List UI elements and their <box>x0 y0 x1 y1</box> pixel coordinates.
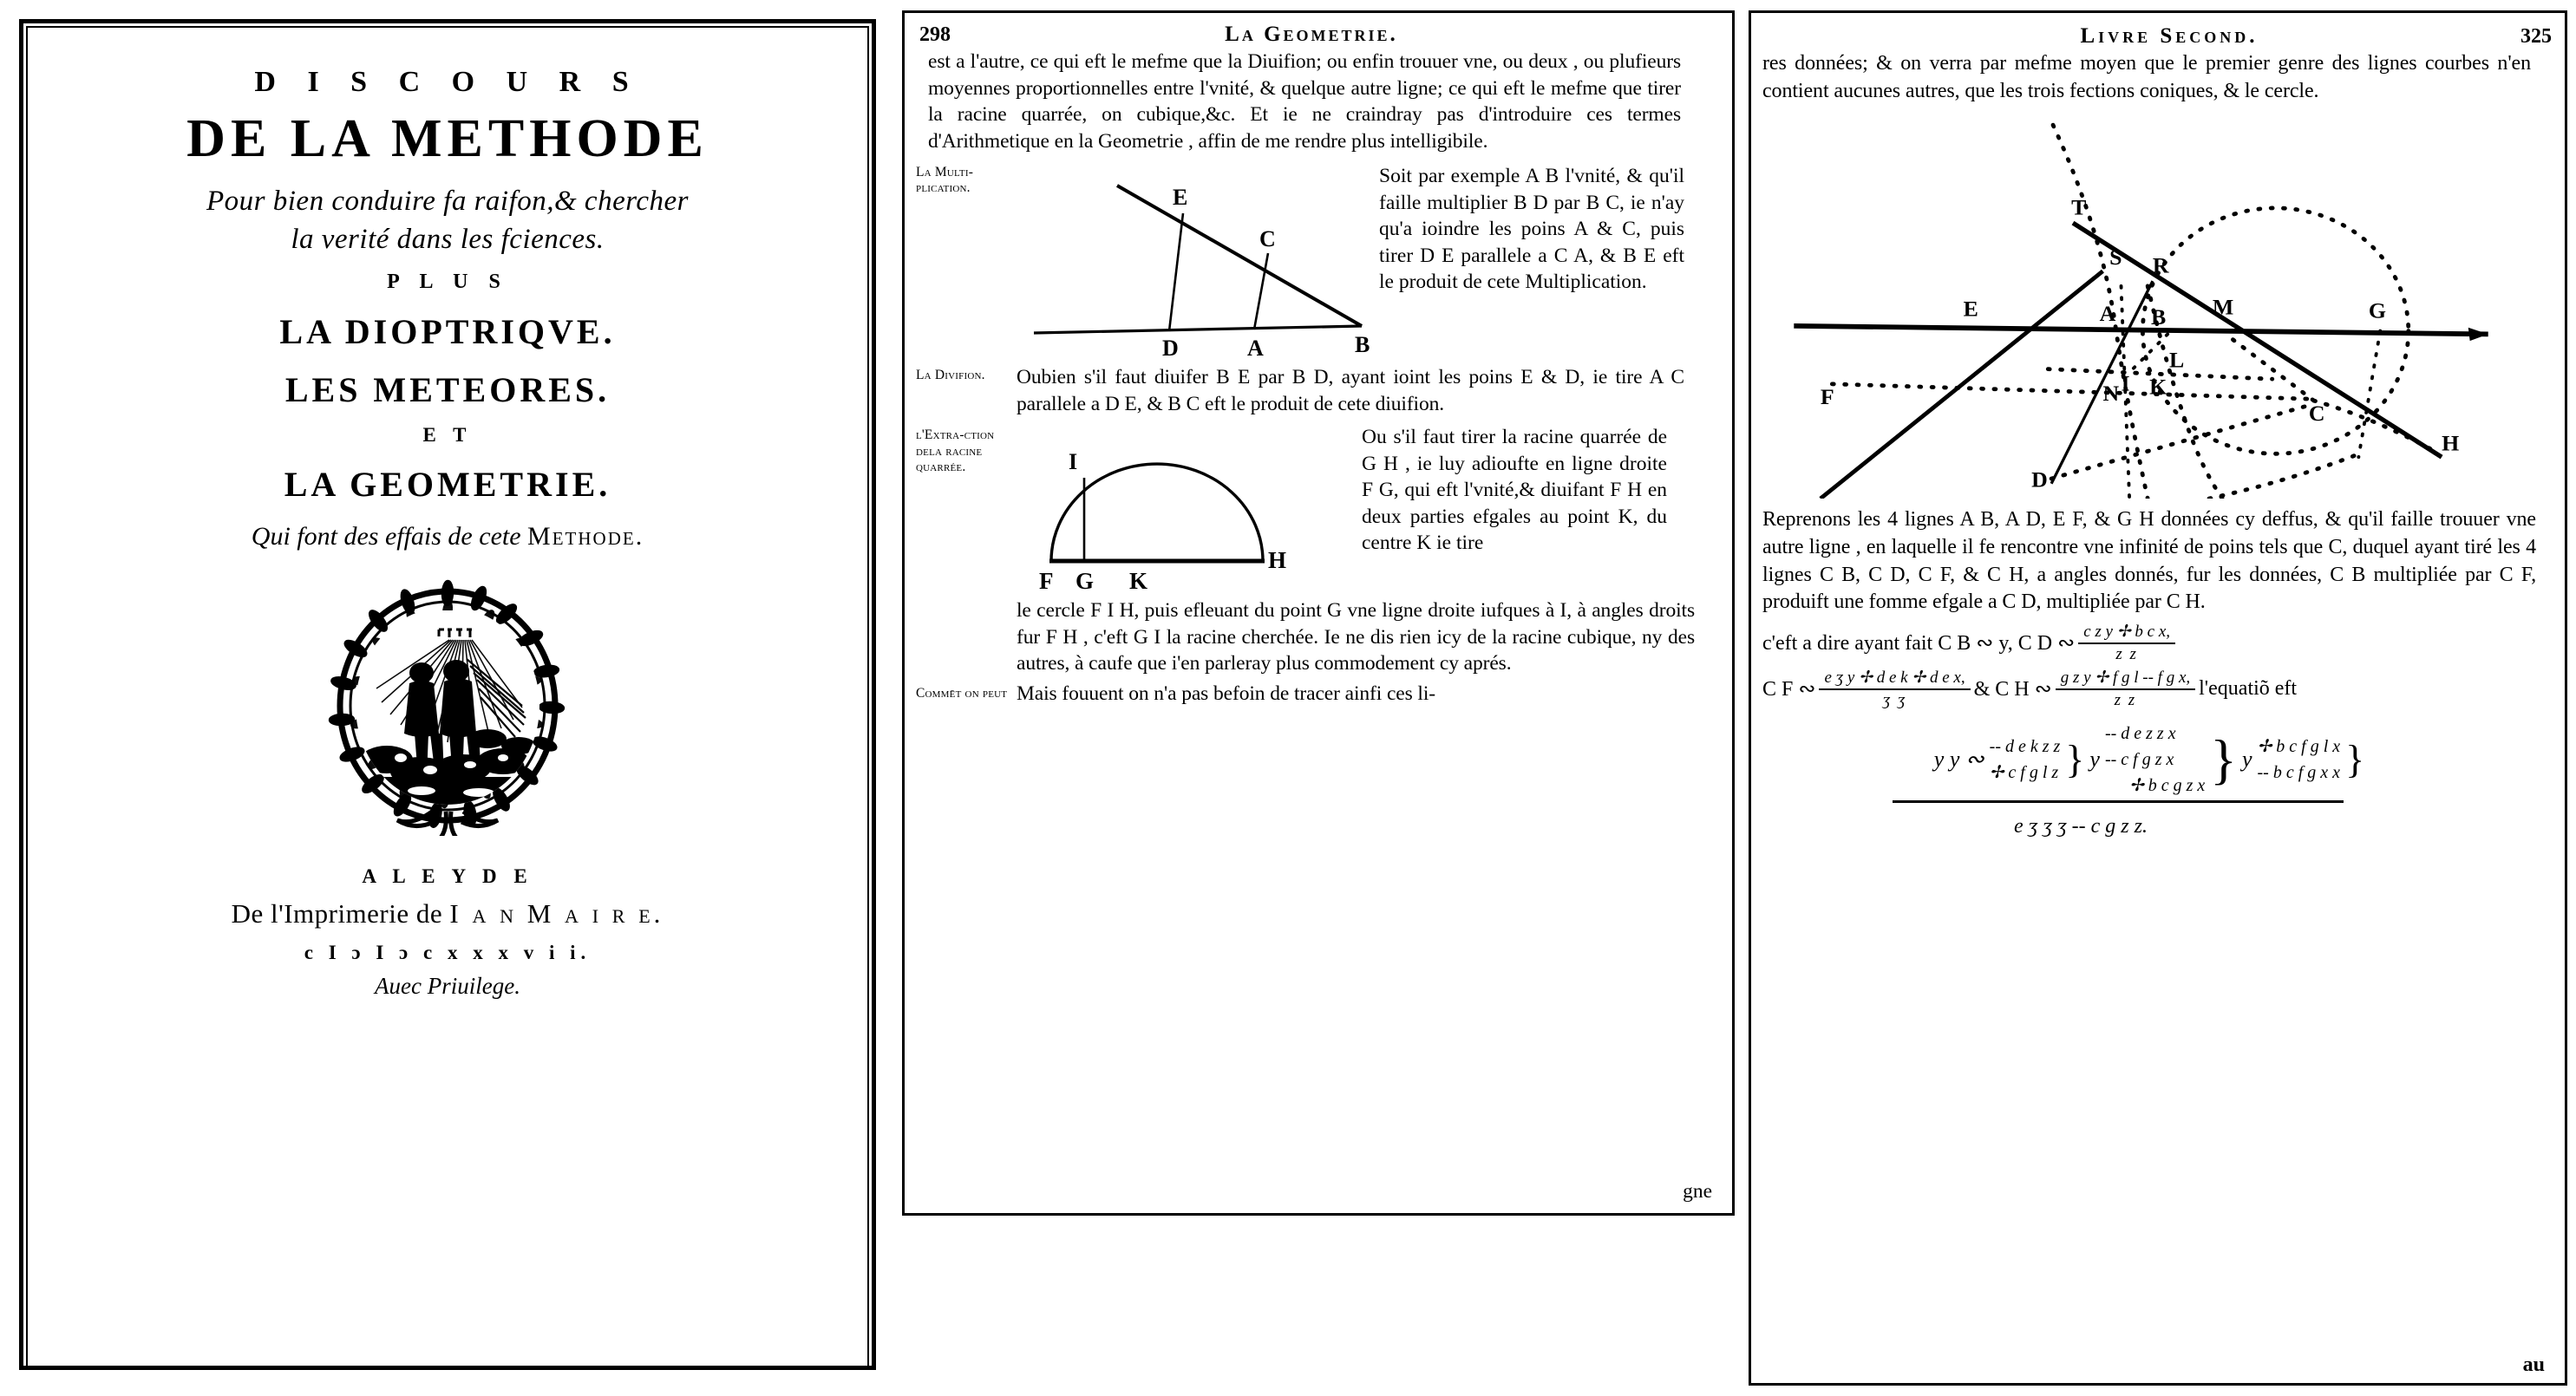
page-325-content <box>1762 19 2555 1379</box>
page-325-equation-denominator: e ʒ ʒ ʒ -- c g z z. <box>2014 815 2148 838</box>
imprint-printer-name: I a n M a i r e. <box>449 898 664 930</box>
svg-text:F: F <box>1039 568 1054 595</box>
svg-text:H: H <box>2442 430 2460 456</box>
page-325-brace-3: } <box>2345 736 2365 781</box>
svg-text:H: H <box>1268 547 1287 574</box>
page-298-running-head <box>914 19 1724 49</box>
page-325-catchword: au <box>2522 1354 2545 1376</box>
svg-text:T: T <box>2071 194 2087 220</box>
title-page-panel <box>7 10 888 1386</box>
page-298-margin-extraction: l'Extra-ction dela racine quarrée. <box>916 427 995 474</box>
title-main: DE LA METHODE <box>186 109 709 168</box>
page-325-eq-y1: y <box>2089 747 2100 773</box>
page-298-content <box>914 19 1724 1207</box>
page-325-running-title: Livre Second. <box>2080 24 2259 48</box>
page-325-paragraph-top: res données; & on verra par mefme moyen que le premier genre des lignes courbes n'en contient aucunes autres, que les trois fections coniques, & le cercle. <box>1762 52 2531 102</box>
figure-conic-construction <box>1762 108 2555 503</box>
page-325-fraction-ch <box>2056 668 2195 710</box>
page-325-eq-col2-bot2: ✢ b c g z x <box>2128 776 2206 796</box>
title-imprint <box>47 865 848 1000</box>
page-325-running-head <box>1762 19 2555 50</box>
page-325-eq-yy: y y ∾ <box>1933 747 1984 773</box>
printers-device-laurel-wreath-icon <box>317 576 578 836</box>
page-325-eq-column-1 <box>1990 734 2061 786</box>
page-325-label-cf: C F ∾ <box>1762 678 1816 701</box>
page-325-eq-col3-bot: -- b c f g x x <box>2257 763 2341 783</box>
svg-text:M: M <box>2212 294 2234 320</box>
page-325-paragraph-main: Reprenons les 4 lignes A B, A D, E F, & G H données cy deffus, & qu'il faille trouuer vne autre ligne , en laquelle il fe rencontre vne infinité de poins tels que C, duquel ayant tiré les 4 lignes C B, C D, C F, & C H, a angles donnés, fur les données, C B multipliée par C F, produift une fomme efgale a C D, multipliée par C H. <box>1762 508 2536 614</box>
page-298-paragraph-last: Mais fouuent on n'a pas befoin de tracer ainfi ces li- <box>1017 682 1436 705</box>
svg-text:K: K <box>1129 568 1148 595</box>
title-work-dioptrique: LA DIOPTRIQVE. <box>279 312 616 352</box>
title-work-geometrie: LA GEOMETRIE. <box>284 465 611 505</box>
page-325-eq-col1-top: -- d e k z z <box>1989 737 2061 757</box>
page-325-fraction-ch-den: z z <box>2114 691 2137 710</box>
title-subtitle-line1: Pour bien conduire fa raifon,& chercher <box>206 186 689 218</box>
page-325-fraction-cf-num: e ʒ y ✢ d e k ✢ d e x, <box>1819 668 1970 690</box>
title-page-content <box>47 47 848 1353</box>
svg-text:E: E <box>1963 296 1978 322</box>
page-325-equation-rule <box>1893 800 2344 803</box>
imprint-place: A L E Y D E <box>362 865 533 888</box>
page-325-eq-column-2 <box>2105 721 2205 799</box>
svg-text:B: B <box>2151 304 2167 330</box>
imprint-privilege: Auec Priuilege. <box>375 973 520 1000</box>
svg-text:E: E <box>1173 185 1188 211</box>
svg-text:L: L <box>2169 348 2185 374</box>
svg-text:D: D <box>1162 336 1179 362</box>
imprint-printer <box>47 898 848 930</box>
page-325-fraction-cf-den: ʒ ʒ <box>1882 691 1907 710</box>
page-298-paragraph-root-continued: le cercle F I H, puis efleuant du point G vne ligne droite iufques à I, à angles droits fur F H , c'eft G I la racine cherchée. Ie ne dis rien icy de la racine cubique, ny des autres, à caufe que i'en parleray plus commodement cy aprés. <box>1017 599 1695 675</box>
page-325-equation-cf-ch-row <box>1762 668 2536 710</box>
page-298-running-title: La Geometrie. <box>1225 23 1398 46</box>
page-298-panel <box>902 10 1735 1216</box>
page-298-paragraph-1: est a l'autre, ce qui eft le mefme que la Diuifion; ou enfin trouuer vne, ou deux , ou plufieurs moyennes proportionnelles entre l'vnité, & quelque autre ligne; ce qui eft le mefme que tirer la racine quarrée, on cubique,&c. Et ie ne craindray pas d'introduire ces termes d'Arithmetique en la Geometrie , affin de me rendre plus intelligibile. <box>928 50 1681 153</box>
svg-text:A: A <box>2099 301 2116 327</box>
svg-text:B: B <box>1355 332 1370 358</box>
page-325-fraction-ch-num: g z y ✢ f g l -- f g x, <box>2056 668 2195 690</box>
page-298-paragraph-root: Ou s'il faut tirer la racine quarrée de G H , ie luy adioufte en ligne droite F G, qui eft l'vnité,& diuifant F H en deux parties efgales au point K, du centre K ie tire <box>1362 426 1667 555</box>
title-essais-line <box>47 522 848 551</box>
svg-text:S: S <box>2109 245 2122 271</box>
page-298-folio: 298 <box>919 23 951 46</box>
page-325-eq-y2: y <box>2241 747 2252 773</box>
svg-text:C: C <box>2308 401 2325 427</box>
page-325-panel <box>1749 10 2567 1386</box>
svg-text:A: A <box>1247 336 1264 362</box>
figure-multiplication <box>1015 163 1379 362</box>
svg-text:F: F <box>1820 384 1834 410</box>
svg-text:N: N <box>2102 381 2120 407</box>
page-325-label-ch: & C H ∾ <box>1973 678 2052 701</box>
imprint-printer-text: De l'Imprimerie de <box>231 898 450 930</box>
svg-text:G: G <box>2368 297 2386 323</box>
page-325-fraction-cf <box>1819 668 1970 710</box>
page-325-eq-col1-bot: ✢ c f g l z <box>1989 763 2059 783</box>
figure-square-root <box>1015 424 1362 594</box>
page-325-eq-col2-bot: -- c f g z x <box>2104 750 2174 770</box>
svg-text:R: R <box>2152 252 2169 278</box>
page-325-equation-intro-row <box>1762 622 2536 664</box>
page-325-eq-column-3 <box>2258 734 2341 786</box>
svg-text:I: I <box>1069 449 1078 475</box>
printers-device-wrapper <box>47 576 848 836</box>
title-subtitle <box>47 183 848 258</box>
page-325-fraction-cd <box>2078 622 2175 664</box>
svg-text:K: K <box>2149 374 2167 400</box>
title-essais-text: Qui font des effais de cete <box>251 522 528 551</box>
page-325-eq-col3-top: ✢ b c f g l x <box>2257 737 2341 757</box>
page-298-margin-multiplication: La Multi-plication. <box>916 165 974 196</box>
page-298-catchword: gne <box>1683 1180 1712 1203</box>
page-298-margin-division: La Divifion. <box>916 368 985 383</box>
page-298-paragraph-multiplication: Soit par exemple A B l'vnité, & qu'il faille multiplier B D par B C, ie n'ay qu'a ioindre les poins A & C, puis tirer D E parallele a C A, & B E eft le produit de cete Multiplication. <box>1379 165 1684 294</box>
page-325-braced-equation <box>1762 721 2536 799</box>
page-325-fraction-cd-num: c z y ✢ b c x, <box>2078 622 2175 644</box>
svg-text:I: I <box>2121 370 2130 396</box>
svg-text:C: C <box>1259 226 1276 252</box>
title-et: E T <box>422 424 473 447</box>
page-325-fraction-cd-den: z z <box>2115 645 2138 664</box>
title-subtitle-line2: la verité dans les fciences. <box>291 223 605 255</box>
imprint-date: c I ɔ I ɔ c x x x v i i. <box>304 942 592 964</box>
svg-text:G: G <box>1076 568 1095 595</box>
page-325-equation-tail: l'equatiõ eft <box>2199 677 2298 701</box>
page-325-eq-col2-top: -- d e z z x <box>2104 724 2176 744</box>
page-325-folio: 325 <box>2520 25 2552 48</box>
page-298-margin-comment: Commēt on peut <box>916 685 1008 701</box>
figure-conic-construction-svg <box>1762 108 2540 499</box>
page-325-brace-1: } <box>2065 736 2085 781</box>
title-plus: P L U S <box>387 271 508 294</box>
page-298-paragraph-division: Oubien s'il faut diuifer B E par B D, ayant ioint les poins E & D, ie tire A C parallele a D E, & B C eft le produit de cete diuifion. <box>1017 366 1684 415</box>
figure-square-root-svg <box>1015 424 1362 594</box>
title-work-meteores: LES METEORES. <box>284 370 611 410</box>
title-discours: D I S C O U R S <box>254 66 641 98</box>
title-essais-methode: Methode. <box>527 522 644 551</box>
page-325-brace-2: } <box>2210 727 2237 790</box>
figure-multiplication-svg <box>1015 163 1379 362</box>
page-325-equation-intro: c'eft a dire ayant fait C B ∾ y, C D ∾ <box>1762 632 2076 656</box>
svg-text:D: D <box>2031 466 2048 493</box>
